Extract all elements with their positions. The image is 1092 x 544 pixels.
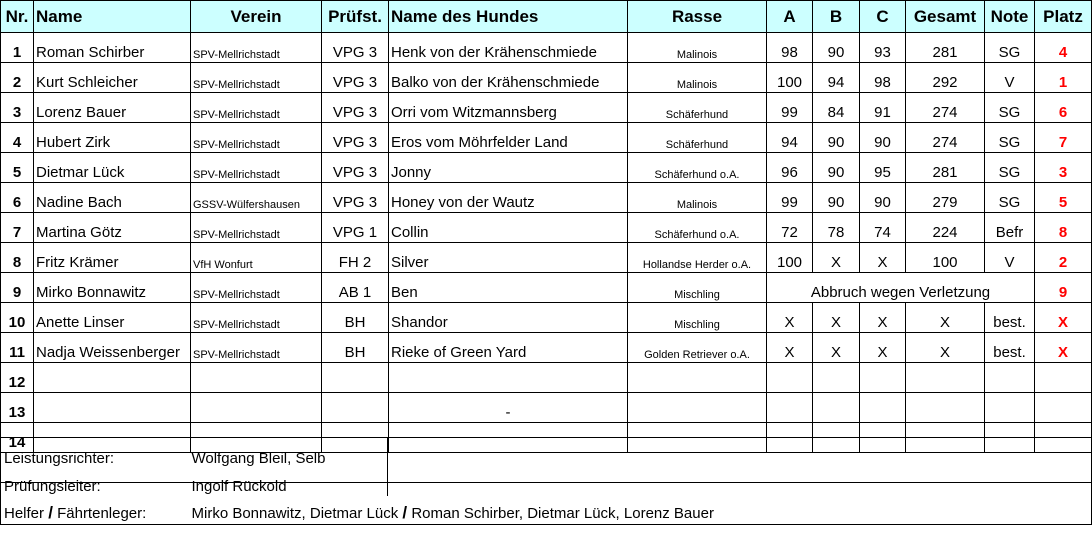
row-pruef [322, 393, 389, 423]
row-score-b: X [813, 303, 860, 333]
row-note: best. [985, 333, 1035, 363]
pruefungsleiter-empty [388, 468, 1092, 496]
helfer-label-b: Fährtenleger: [57, 505, 147, 522]
row-hund: Rieke of Green Yard [389, 333, 628, 363]
table-row [1, 393, 1092, 423]
row-note: SG [985, 153, 1035, 183]
row-score-c [860, 363, 906, 393]
row-nr: 2 [1, 63, 34, 93]
row-verein: SPV-Mellrichstadt [191, 63, 322, 93]
row-name: Hubert Zirk [34, 123, 191, 153]
row-note: SG [985, 123, 1035, 153]
row-score-b: 94 [813, 63, 860, 93]
row-name: Fritz Krämer [34, 243, 191, 273]
leistungsrichter-row [1, 438, 1092, 469]
row-name: Kurt Schleicher [34, 63, 191, 93]
row-score-b: 90 [813, 183, 860, 213]
row-score-b: X [813, 333, 860, 363]
leistungsrichter-value: Wolfgang Bleil, Selb [191, 438, 388, 469]
row-rasse: Malinois [628, 183, 767, 213]
row-rasse: Mischling [628, 273, 767, 303]
row-score-b [813, 393, 860, 423]
row-name: Nadja Weissenberger [34, 333, 191, 363]
row-score-c: X [860, 333, 906, 363]
row-score-a: X [767, 303, 813, 333]
leistungsrichter-empty [388, 438, 1092, 469]
row-rasse: Schäferhund [628, 123, 767, 153]
table-row [1, 303, 1092, 333]
row-nr: 8 [1, 243, 34, 273]
row-score-a [767, 363, 813, 393]
pruefungsleiter-label: Prüfungsleiter: [1, 468, 191, 496]
row-note: SG [985, 93, 1035, 123]
row-platz: 6 [1035, 93, 1092, 123]
row-verein: SPV-Mellrichstadt [191, 123, 322, 153]
row-note [985, 393, 1035, 423]
row-rasse [628, 363, 767, 393]
header-note: Note [985, 1, 1035, 33]
row-pruef: VPG 1 [322, 213, 389, 243]
row-score-b [813, 363, 860, 393]
row-score-c: 91 [860, 93, 906, 123]
row-pruef: FH 2 [322, 243, 389, 273]
row-name: Mirko Bonnawitz [34, 273, 191, 303]
helfer-value-a: Mirko Bonnawitz, Dietmar Lück [191, 505, 399, 522]
header-b: B [813, 1, 860, 33]
row-nr: 12 [1, 363, 34, 393]
row-verein: SPV-Mellrichstadt [191, 93, 322, 123]
row-nr: 1 [1, 33, 34, 63]
row-merged-note: Abbruch wegen Verletzung [767, 273, 1035, 303]
row-score-c [860, 393, 906, 423]
header-platz: Platz [1035, 1, 1092, 33]
row-name [34, 363, 191, 393]
row-rasse: Malinois [628, 63, 767, 93]
row-platz: 5 [1035, 183, 1092, 213]
row-hund: Honey von der Wautz [389, 183, 628, 213]
header-c: C [860, 1, 906, 33]
row-rasse [628, 393, 767, 423]
row-platz: 3 [1035, 153, 1092, 183]
row-rasse: Malinois [628, 33, 767, 63]
header-rasse: Rasse [628, 1, 767, 33]
row-score-c: 98 [860, 63, 906, 93]
row-score-c: 93 [860, 33, 906, 63]
table-body [1, 33, 1092, 483]
helfer-label-slash: / [48, 503, 53, 522]
row-name: Dietmar Lück [34, 153, 191, 183]
row-nr: 5 [1, 153, 34, 183]
row-score-c: 90 [860, 183, 906, 213]
row-gesamt: 292 [906, 63, 985, 93]
header-a: A [767, 1, 813, 33]
row-note: SG [985, 183, 1035, 213]
header-row [1, 1, 1092, 33]
row-platz [1035, 363, 1092, 393]
row-nr: 7 [1, 213, 34, 243]
footer-table [0, 437, 1092, 525]
row-nr: 10 [1, 303, 34, 333]
row-score-a: 94 [767, 123, 813, 153]
row-hund: Silver [389, 243, 628, 273]
row-verein: SPV-Mellrichstadt [191, 153, 322, 183]
row-note [985, 363, 1035, 393]
row-nr: 4 [1, 123, 34, 153]
row-hund: Henk von der Krähenschmiede [389, 33, 628, 63]
row-hund: Shandor [389, 303, 628, 333]
row-score-a: 96 [767, 153, 813, 183]
helfer-value-slash: / [402, 503, 408, 522]
helfer-value [191, 496, 1092, 525]
row-nr: 14 [1, 423, 34, 453]
row-hund [389, 363, 628, 393]
row-pruef: AB 1 [322, 273, 389, 303]
row-gesamt: X [906, 303, 985, 333]
row-score-b: 90 [813, 153, 860, 183]
row-gesamt: 281 [906, 33, 985, 63]
row-rasse: Schäferhund [628, 93, 767, 123]
row-gesamt: 100 [906, 243, 985, 273]
row-hund: Ben [389, 273, 628, 303]
row-hund: Eros vom Möhrfelder Land [389, 123, 628, 153]
row-rasse: Schäferhund o.A. [628, 153, 767, 183]
row-name: Lorenz Bauer [34, 93, 191, 123]
row-pruef: BH [322, 303, 389, 333]
header-name: Name [34, 1, 191, 33]
helfer-label-a: Helfer [4, 505, 45, 522]
table-row [1, 243, 1092, 273]
row-nr: 11 [1, 333, 34, 363]
row-platz: 8 [1035, 213, 1092, 243]
row-gesamt: 274 [906, 93, 985, 123]
helfer-label [1, 496, 191, 525]
row-name: Anette Linser [34, 303, 191, 333]
header-verein: Verein [191, 1, 322, 33]
row-score-a [767, 393, 813, 423]
row-rasse: Golden Retriever o.A. [628, 333, 767, 363]
row-nr: 9 [1, 273, 34, 303]
row-score-c: 95 [860, 153, 906, 183]
row-name [34, 393, 191, 423]
row-nr: 3 [1, 93, 34, 123]
row-score-c: 74 [860, 213, 906, 243]
header-gesamt: Gesamt [906, 1, 985, 33]
row-score-a: 100 [767, 243, 813, 273]
row-gesamt: X [906, 333, 985, 363]
row-platz: X [1035, 333, 1092, 363]
row-score-c: X [860, 303, 906, 333]
row-score-a: 98 [767, 33, 813, 63]
row-hund: Collin [389, 213, 628, 243]
row-score-c: X [860, 243, 906, 273]
header-pruef: Prüfst. [322, 1, 389, 33]
row-verein [191, 363, 322, 393]
row-platz: 4 [1035, 33, 1092, 63]
row-verein: SPV-Mellrichstadt [191, 333, 322, 363]
row-hund: Balko von der Krähenschmiede [389, 63, 628, 93]
row-note: best. [985, 303, 1035, 333]
row-gesamt: 224 [906, 213, 985, 243]
row-platz: X [1035, 303, 1092, 333]
row-score-a: 99 [767, 93, 813, 123]
row-platz: 1 [1035, 63, 1092, 93]
row-gesamt: 274 [906, 123, 985, 153]
pruefungsleiter-row [1, 468, 1092, 496]
row-nr: 13 [1, 393, 34, 423]
helfer-value-b: Roman Schirber, Dietmar Lück, Lorenz Bauer [411, 505, 714, 522]
row-verein: VfH Wonfurt [191, 243, 322, 273]
row-rasse: Mischling [628, 303, 767, 333]
pruefungsleiter-value: Ingolf Rückold [191, 478, 287, 495]
row-nr: 6 [1, 183, 34, 213]
row-note: V [985, 63, 1035, 93]
table-row [1, 33, 1092, 63]
row-pruef: BH [322, 333, 389, 363]
helfer-row [1, 496, 1092, 525]
table-row [1, 123, 1092, 153]
row-score-a: 100 [767, 63, 813, 93]
row-score-b: 78 [813, 213, 860, 243]
row-score-b: 90 [813, 33, 860, 63]
row-verein: SPV-Mellrichstadt [191, 273, 322, 303]
table-row [1, 183, 1092, 213]
header-hund: Name des Hundes [389, 1, 628, 33]
row-note: Befr [985, 213, 1035, 243]
row-rasse: Hollandse Herder o.A. [628, 243, 767, 273]
row-score-b: X [813, 243, 860, 273]
row-verein: SPV-Mellrichstadt [191, 303, 322, 333]
row-pruef: VPG 3 [322, 153, 389, 183]
row-score-a: 99 [767, 183, 813, 213]
row-gesamt [906, 393, 985, 423]
header-nr: Nr. [1, 1, 34, 33]
row-platz: 9 [1035, 273, 1092, 303]
row-hund: Orri vom Witzmannsberg [389, 93, 628, 123]
table-row [1, 63, 1092, 93]
row-verein: GSSV-Wülfershausen [191, 183, 322, 213]
row-name: Nadine Bach [34, 183, 191, 213]
table-row [1, 153, 1092, 183]
row-score-a: 72 [767, 213, 813, 243]
table-row [1, 273, 1092, 303]
row-verein [191, 393, 322, 423]
row-pruef: VPG 3 [322, 183, 389, 213]
row-hund: Jonny [389, 153, 628, 183]
row-verein: SPV-Mellrichstadt [191, 213, 322, 243]
row-rasse: Schäferhund o.A. [628, 213, 767, 243]
row-score-a: X [767, 333, 813, 363]
row-gesamt: 281 [906, 153, 985, 183]
row-score-b: 84 [813, 93, 860, 123]
row-verein: SPV-Mellrichstadt [191, 33, 322, 63]
row-platz [1035, 393, 1092, 423]
row-note: V [985, 243, 1035, 273]
row-score-c: 90 [860, 123, 906, 153]
row-pruef: VPG 3 [322, 63, 389, 93]
row-gesamt: 279 [906, 183, 985, 213]
table-row [1, 333, 1092, 363]
row-platz: 2 [1035, 243, 1092, 273]
row-pruef: VPG 3 [322, 33, 389, 63]
row-pruef [322, 363, 389, 393]
leistungsrichter-label: Leistungsrichter: [1, 438, 191, 469]
row-name: Martina Götz [34, 213, 191, 243]
row-score-b: 90 [813, 123, 860, 153]
table-row [1, 93, 1092, 123]
table-row [1, 363, 1092, 393]
row-hund-dash: - [389, 393, 628, 423]
table-row [1, 213, 1092, 243]
row-pruef: VPG 3 [322, 123, 389, 153]
row-note: SG [985, 33, 1035, 63]
row-pruef: VPG 3 [322, 93, 389, 123]
row-gesamt [906, 363, 985, 393]
row-name: Roman Schirber [34, 33, 191, 63]
row-platz: 7 [1035, 123, 1092, 153]
